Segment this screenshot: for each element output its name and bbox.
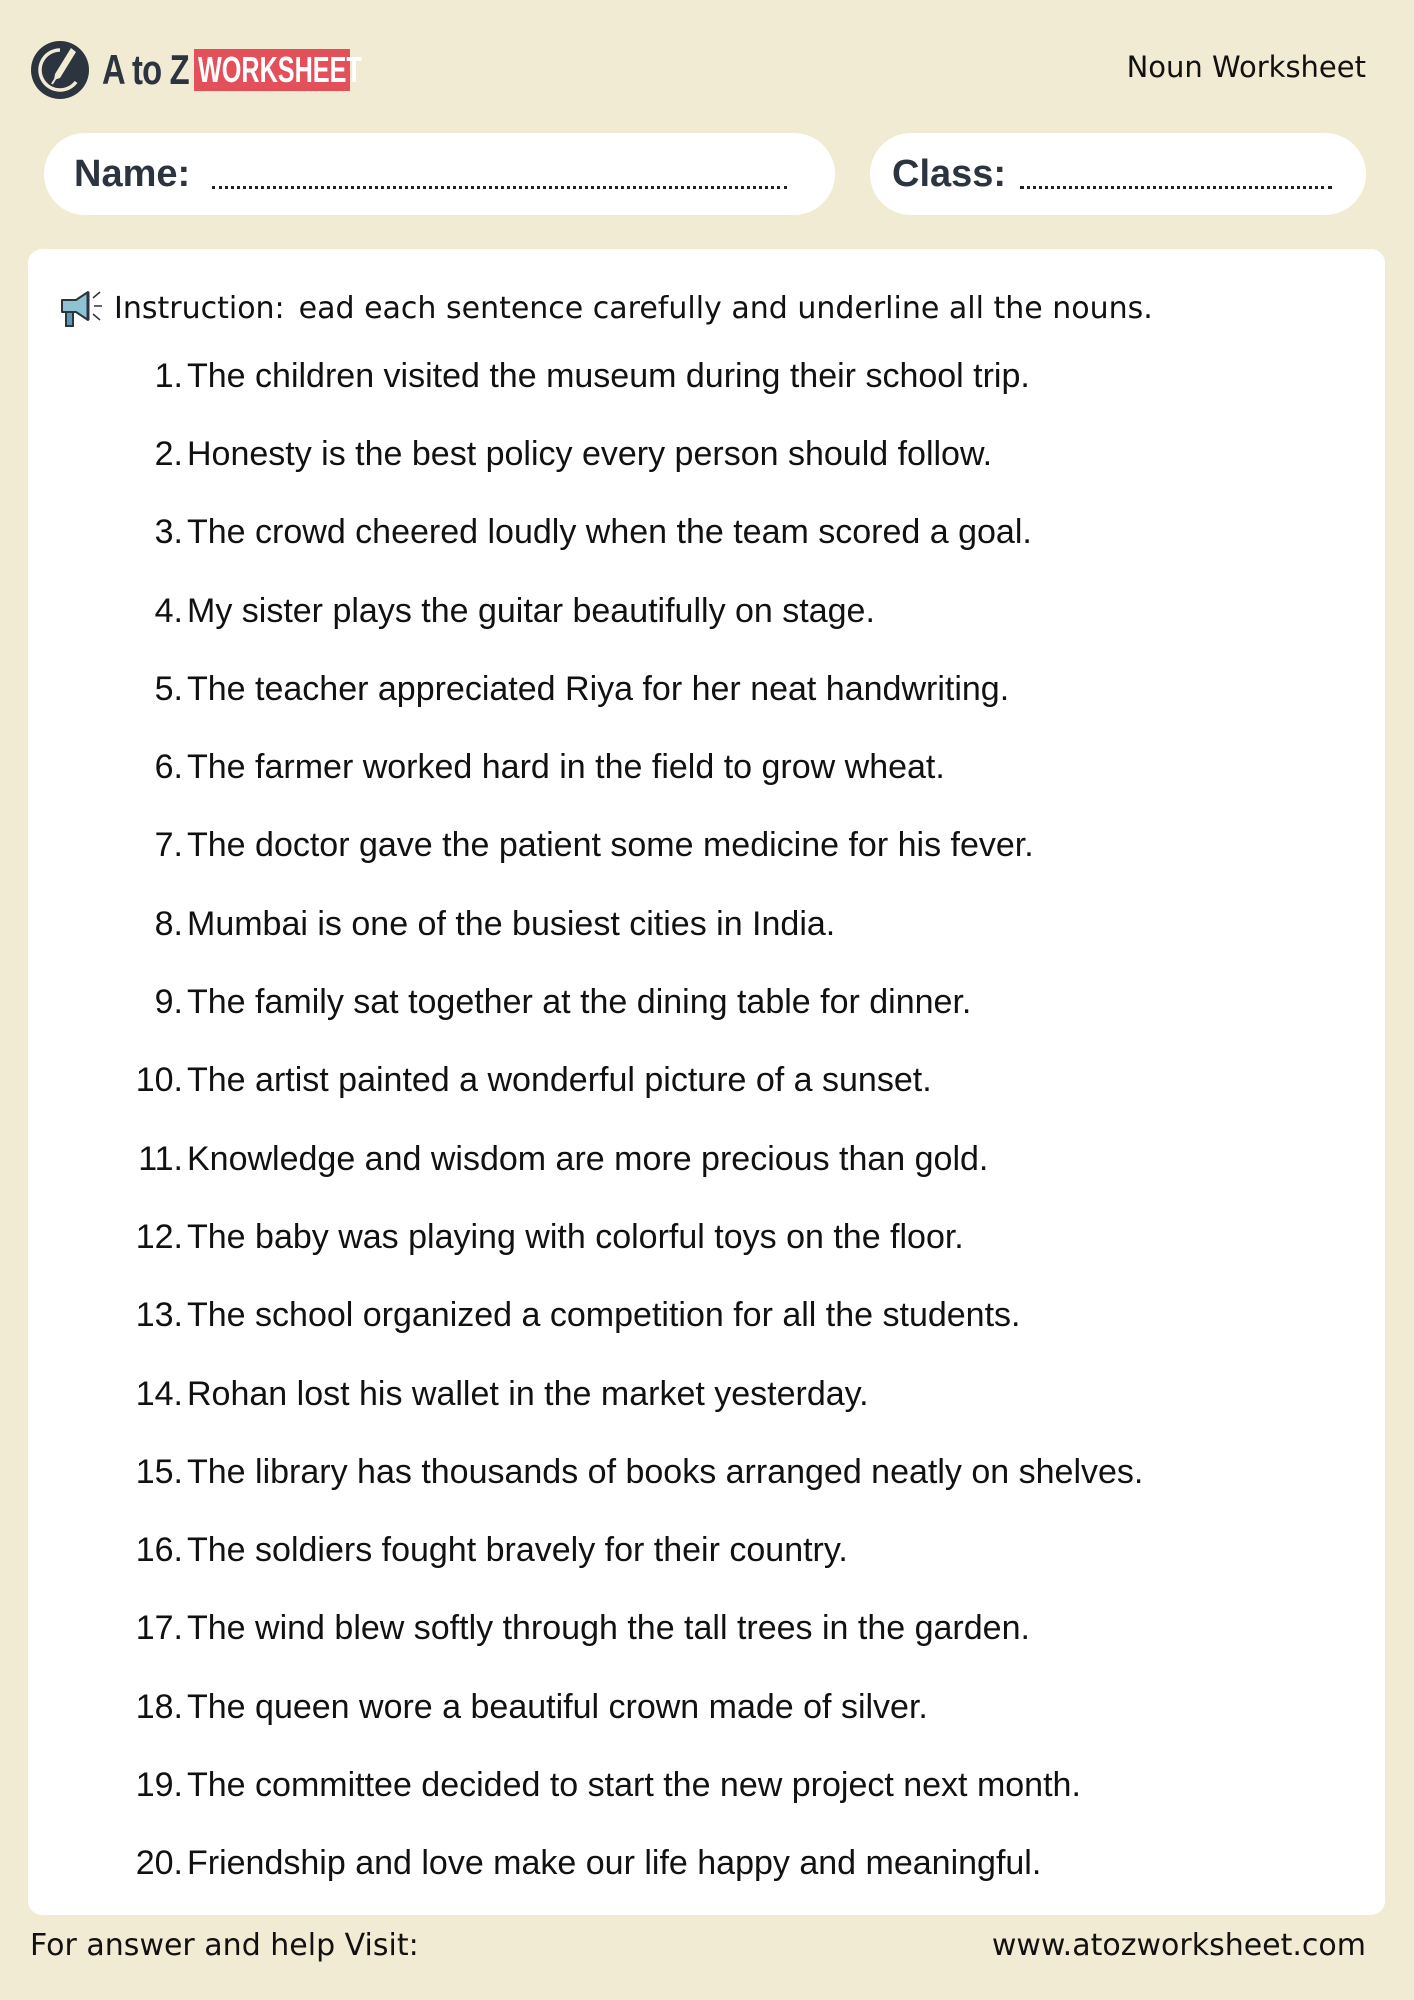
megaphone-icon [56,286,104,330]
list-item [28,415,1385,493]
item-number: 6. [154,748,183,787]
list-item [28,1355,1385,1433]
instruction [56,287,1153,329]
item-sentence: The artist painted a wonderful picture of a sunset. [187,1061,932,1100]
class-blank-line[interactable] [1020,159,1332,189]
list-item [28,885,1385,963]
item-number: 15. [135,1452,183,1491]
item-sentence: The queen wore a beautiful crown made of silver. [187,1687,928,1726]
item-number: 5. [154,669,183,708]
item-sentence: The farmer worked hard in the field to grow wheat. [187,748,945,787]
instruction-label: Instruction: [114,290,285,326]
list-item [28,728,1385,806]
item-number: 9. [154,983,183,1022]
list-item [28,650,1385,728]
footer-website-link[interactable]: www.atozworksheet.com [991,1928,1366,1963]
item-number: 12. [135,1217,183,1256]
item-sentence: The children visited the museum during their school trip. [187,356,1030,395]
item-number: 8. [154,904,183,943]
item-number: 17. [135,1609,183,1648]
instruction-text: ead each sentence carefully and underline all the nouns. [298,290,1153,326]
logo-badge: WORKSHEET [194,49,350,91]
item-sentence: The doctor gave the patient some medicine for his fever. [187,826,1034,865]
list-item [28,963,1385,1041]
list-item [28,572,1385,650]
logo-text: A to Z [102,46,189,93]
item-number: 13. [135,1296,183,1335]
item-number: 3. [154,513,183,552]
name-field[interactable] [44,133,835,215]
item-number: 1. [154,356,183,395]
item-sentence: Rohan lost his wallet in the market yesterday. [187,1374,869,1413]
item-number: 4. [154,591,183,630]
item-number: 11. [138,1139,183,1178]
item-sentence: The crowd cheered loudly when the team scored a goal. [187,513,1032,552]
list-item [28,1042,1385,1120]
class-label: Class: [892,152,1007,195]
list-item [28,1277,1385,1355]
item-sentence: The committee decided to start the new project next month. [187,1765,1081,1804]
brand-logo [30,40,362,100]
list-item [28,1825,1385,1903]
list-item [28,1746,1385,1824]
page-title: Noun Worksheet [1126,50,1366,84]
item-sentence: Mumbai is one of the busiest cities in India. [187,904,836,943]
item-number: 18. [135,1687,183,1726]
list-item [28,1433,1385,1511]
item-sentence: Honesty is the best policy every person should follow. [187,434,993,473]
item-number: 19. [135,1765,183,1804]
item-number: 14. [135,1374,183,1413]
item-sentence: My sister plays the guitar beautifully on stage. [187,591,875,630]
item-number: 10. [135,1061,183,1100]
item-number: 7. [154,826,183,865]
list-item [28,1198,1385,1276]
list-item [28,1120,1385,1198]
list-item [28,807,1385,885]
list-item [28,1590,1385,1668]
worksheet-card [28,249,1385,1915]
item-number: 2. [154,434,183,473]
item-sentence: The school organized a competition for all the students. [187,1296,1021,1335]
name-blank-line[interactable] [212,159,787,189]
list-item [28,1511,1385,1589]
item-sentence: The teacher appreciated Riya for her neat handwriting. [187,669,1010,708]
footer-help-text: For answer and help Visit: [30,1928,419,1963]
item-number: 16. [135,1531,183,1570]
list-item [28,1668,1385,1746]
pen-logo-icon [30,40,90,100]
item-sentence: The soldiers fought bravely for their country. [187,1531,848,1570]
item-sentence: The family sat together at the dining table for dinner. [187,983,972,1022]
name-label: Name: [74,152,191,195]
item-sentence: The baby was playing with colorful toys on the floor. [187,1217,964,1256]
item-sentence: Knowledge and wisdom are more precious than gold. [187,1139,989,1178]
item-sentence: The library has thousands of books arranged neatly on shelves. [187,1452,1144,1491]
item-sentence: The wind blew softly through the tall trees in the garden. [187,1609,1030,1648]
item-sentence: Friendship and love make our life happy and meaningful. [187,1844,1042,1883]
class-field[interactable] [870,133,1366,215]
item-number: 20. [135,1844,183,1883]
sentence-list [28,337,1385,1903]
list-item [28,337,1385,415]
list-item [28,494,1385,572]
